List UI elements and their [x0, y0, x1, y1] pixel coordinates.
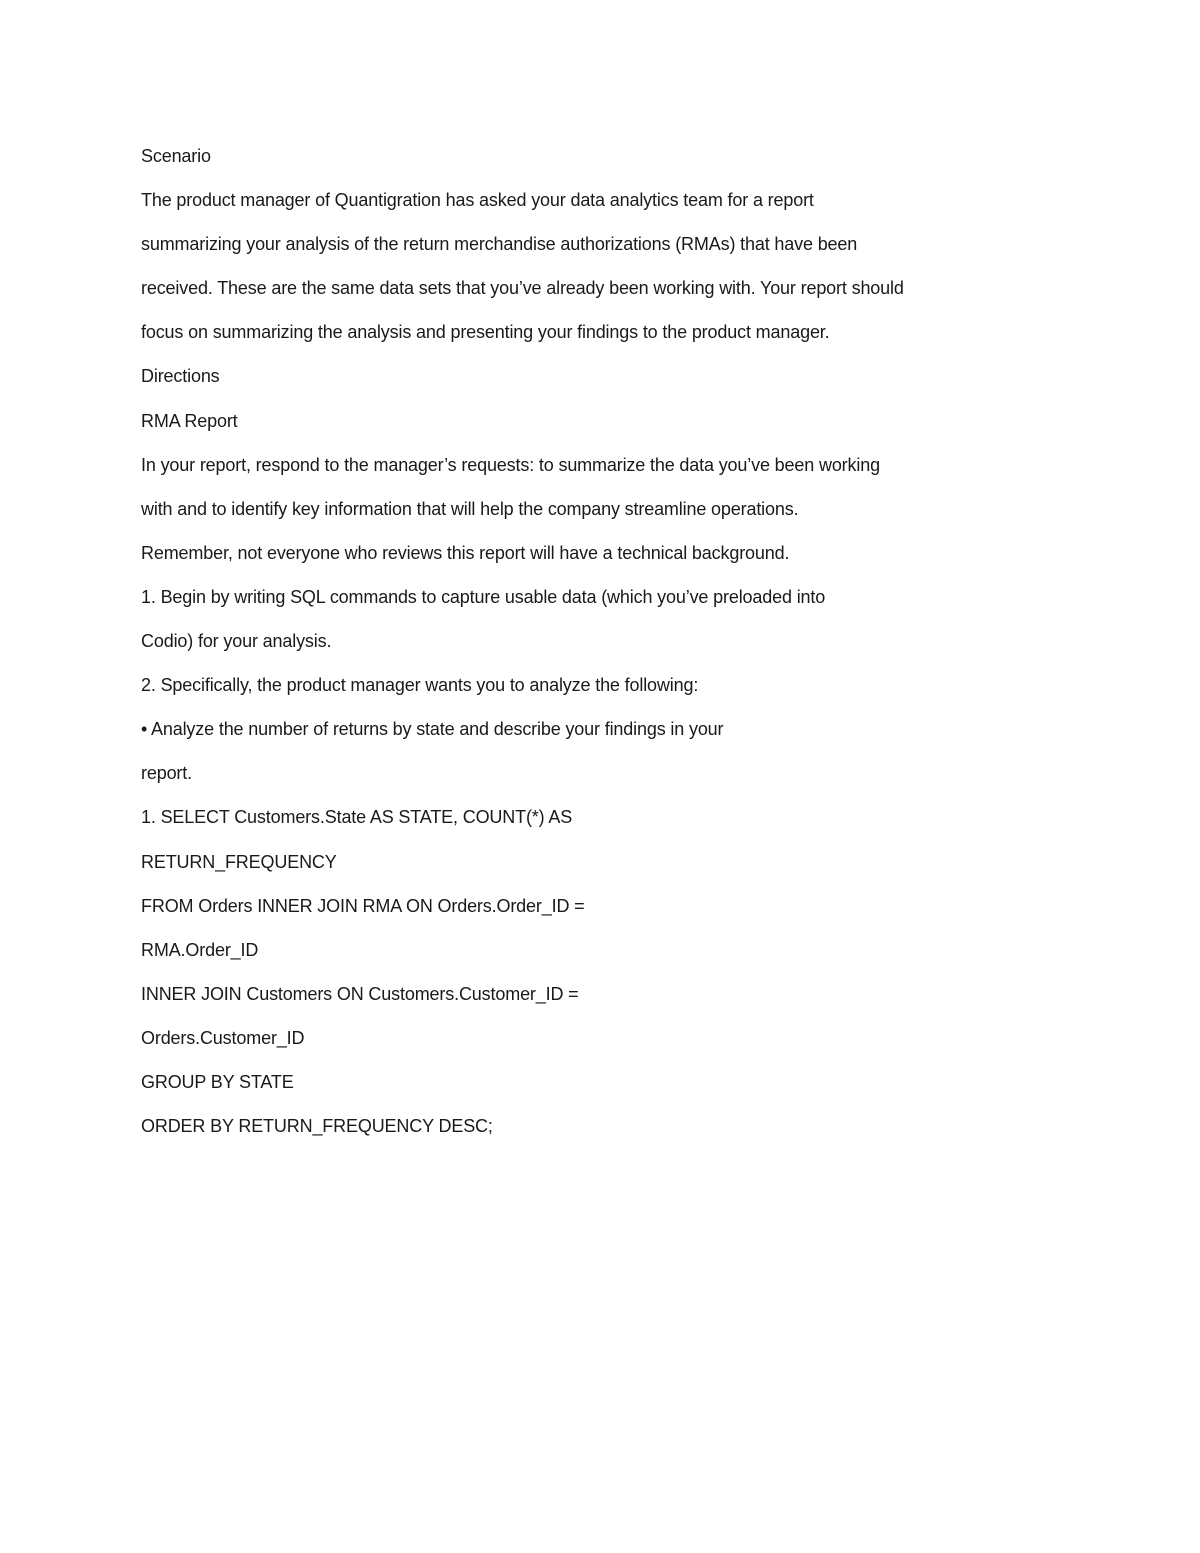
heading-rma-report: RMA Report	[141, 410, 238, 431]
paragraph-line: In your report, respond to the manager’s requests: to summarize the data you’ve been working	[141, 454, 880, 475]
paragraph-line: Remember, not everyone who reviews this report will have a technical background.	[141, 542, 790, 563]
sql-line: RMA.Order_ID	[141, 939, 259, 960]
sql-line: 1. SELECT Customers.State AS STATE, COUNT(*) AS	[141, 807, 573, 828]
paragraph-line: with and to identify key information that will help the company streamline operations.	[141, 498, 799, 519]
sql-line: Orders.Customer_ID	[141, 1027, 305, 1048]
paragraph-line: The product manager of Quantigration has asked your data analytics team for a report	[141, 190, 814, 211]
list-item-line: 1. Begin by writing SQL commands to capture usable data (which you’ve preloaded into	[141, 586, 826, 607]
list-item-line: 2. Specifically, the product manager wants you to analyze the following:	[141, 675, 699, 696]
sql-line: FROM Orders INNER JOIN RMA ON Orders.Order_ID =	[141, 895, 585, 916]
bullet-item-line: report.	[141, 763, 192, 784]
paragraph-line: summarizing your analysis of the return merchandise authorizations (RMAs) that have been	[141, 234, 858, 255]
heading-scenario: Scenario	[141, 146, 211, 166]
heading-directions: Directions	[141, 366, 220, 387]
paragraph-line: focus on summarizing the analysis and presenting your findings to the product manager.	[141, 322, 830, 343]
list-item-line: Codio) for your analysis.	[141, 631, 332, 652]
paragraph-line: received. These are the same data sets that you’ve already been working with. Your report should	[141, 278, 904, 299]
sql-line: ORDER BY RETURN_FREQUENCY DESC;	[141, 1116, 493, 1137]
sql-line: GROUP BY STATE	[141, 1071, 294, 1092]
bullet-item-line: • Analyze the number of returns by state and describe your findings in your	[141, 719, 724, 740]
sql-line: INNER JOIN Customers ON Customers.Customer_ID =	[141, 983, 579, 1004]
sql-line: RETURN_FREQUENCY	[141, 851, 337, 872]
document-body	[141, 142, 1041, 1156]
